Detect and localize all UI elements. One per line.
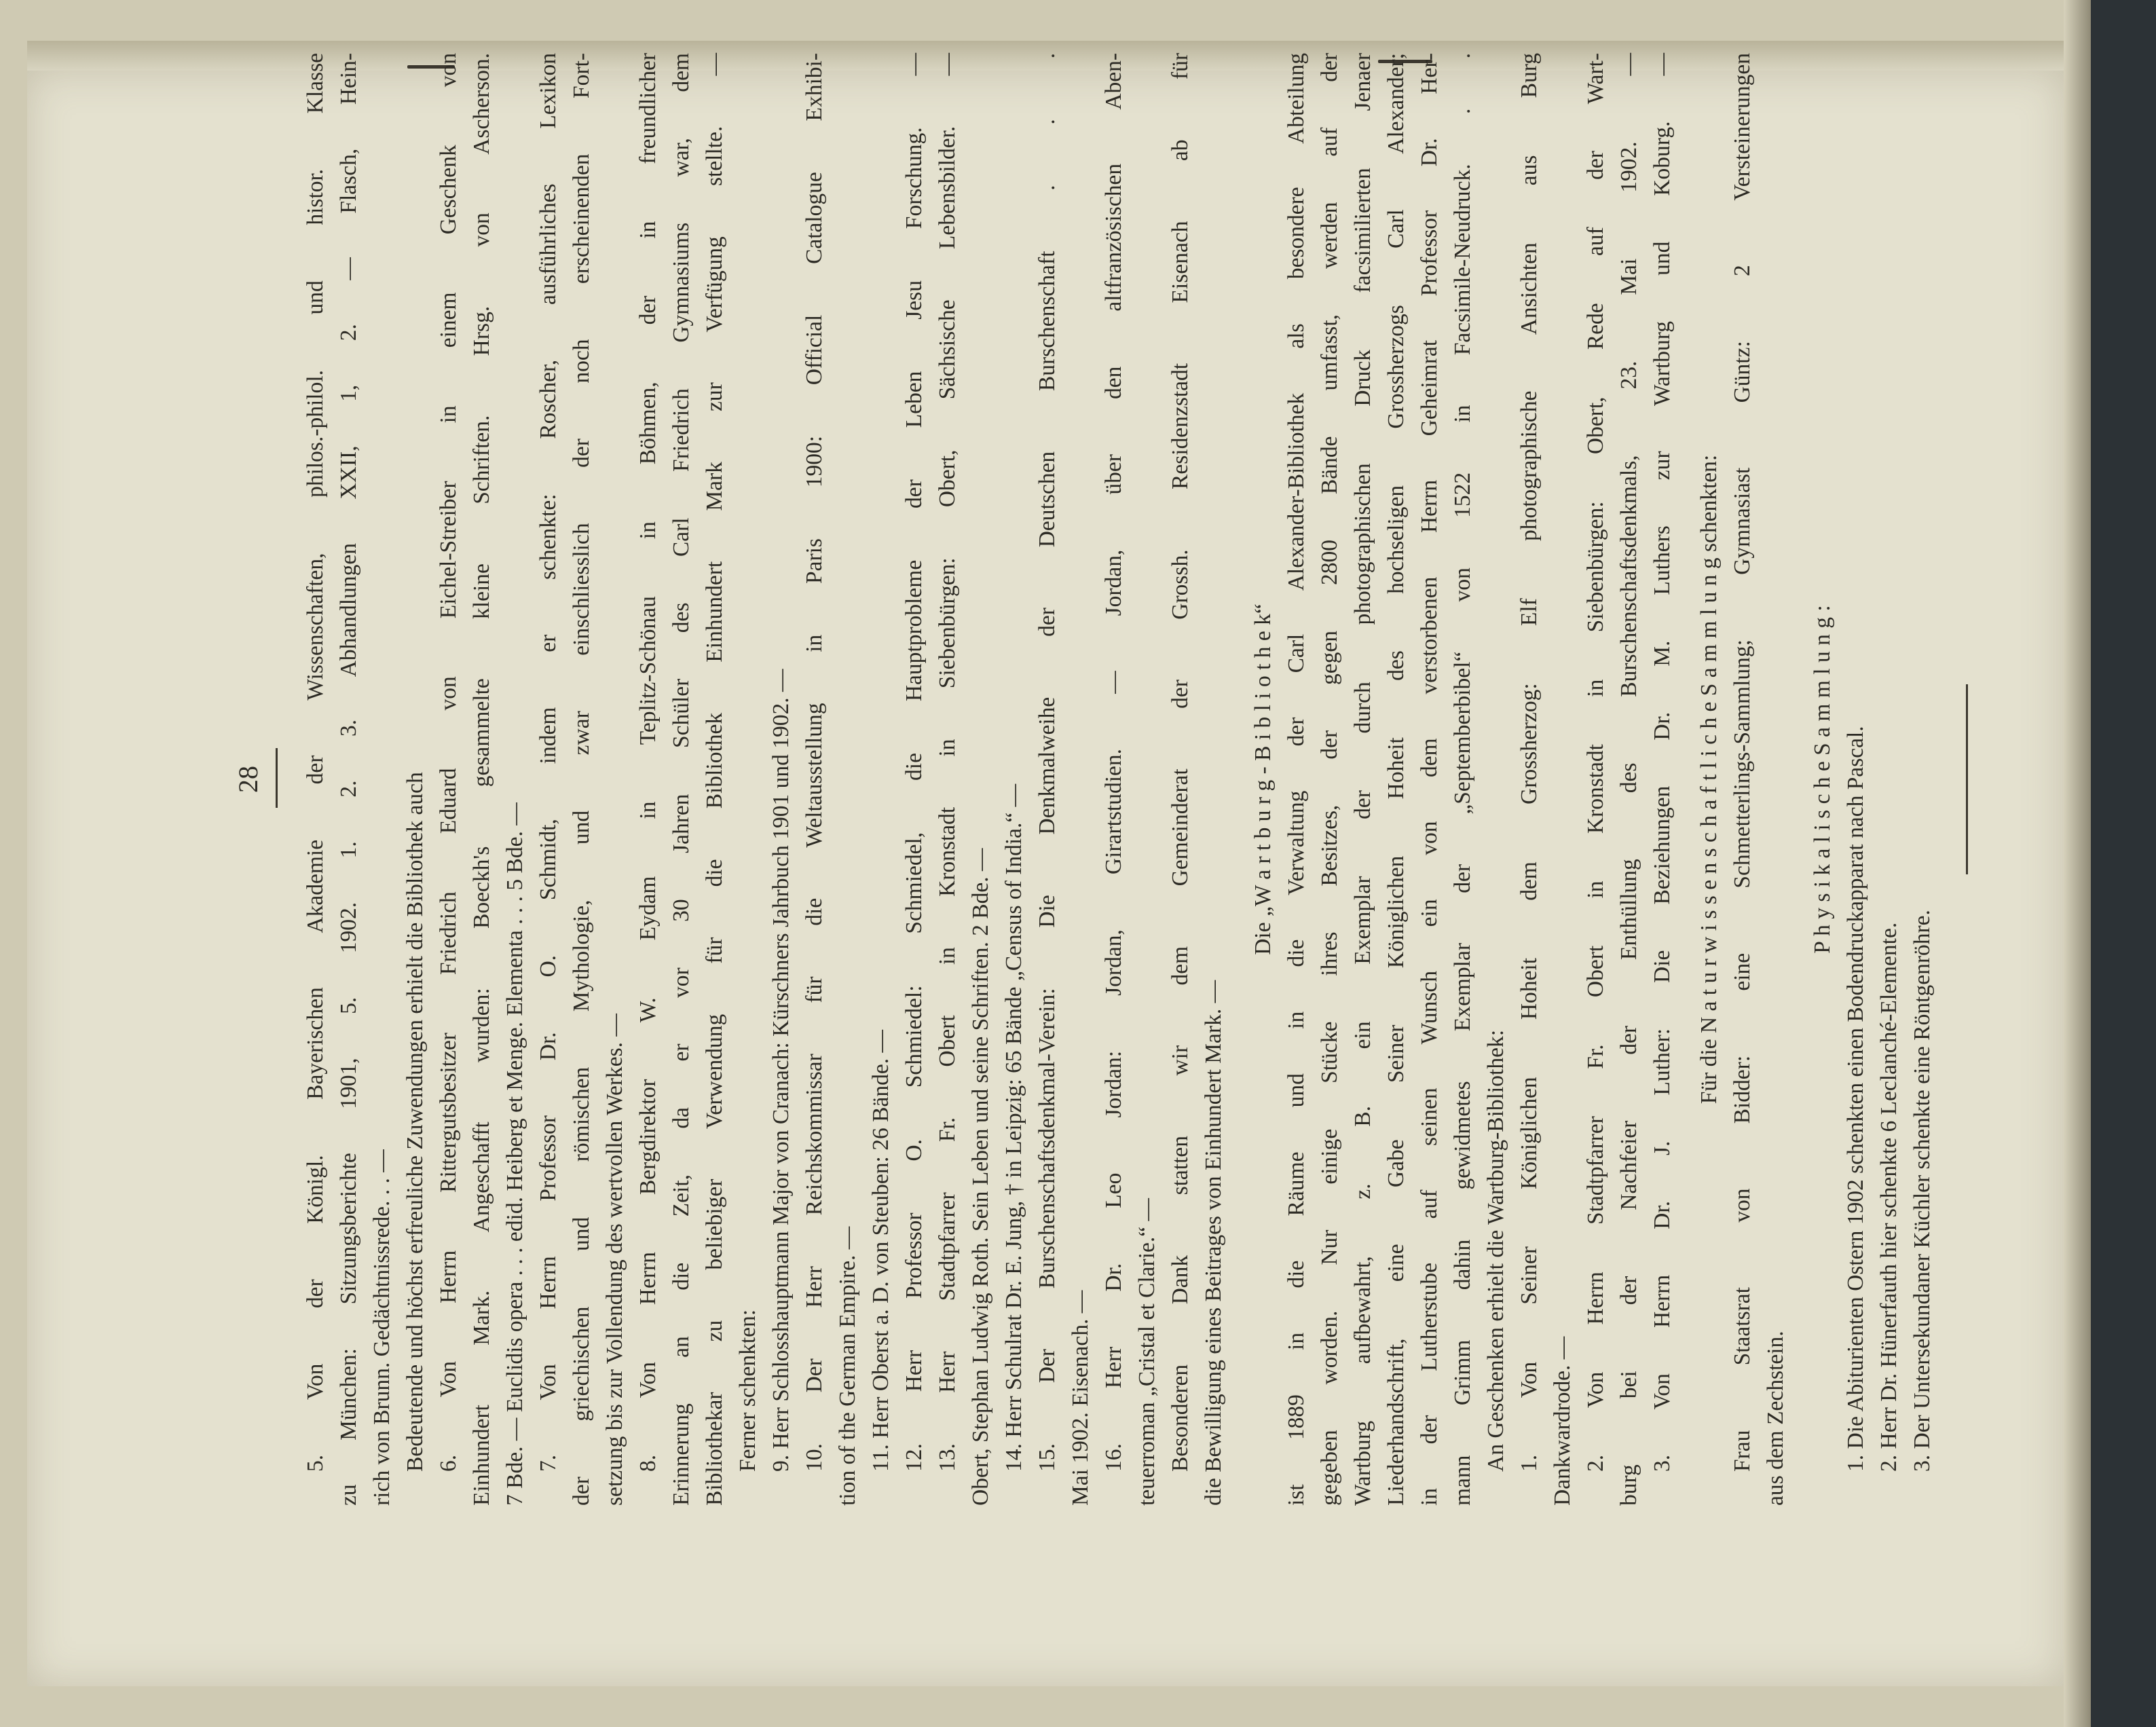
text-line: 2. Von Herrn Stadtpfarrer Fr. Obert in Kronstadt in Siebenbürgen: Obert, Rede auf der Wart- [1583, 53, 1608, 1472]
dark-binding [2091, 0, 2156, 1727]
text-line: ist 1889 in die Räume und in die Verwaltung der Carl Alexander-Bibliothek als besondere Abteilung [1284, 53, 1309, 1506]
text-line: mann Grimm dahin gewidmetes Exemplar der „Septemberbibel“ von 1522 in Facsimile-Neudruck. . . [1450, 53, 1475, 1506]
text-line: 16. Herr Dr. Leo Jordan: Jordan, Girartstudien. — Jordan, über den altfranzösischen Aben- [1101, 53, 1126, 1472]
text-line: tion of the German Empire. — [835, 1226, 860, 1506]
text-line: 1. Die Abiturienten Ostern 1902 schenkten einen Bodendruckapparat nach Pascal. [1843, 726, 1868, 1472]
text-line: 13. Herr Stadtpfarrer Fr. Obert in Kronstadt in Siebenbürgen: Obert, Sächsische Lebensbilder. — [935, 53, 960, 1472]
text-line: burg bei der Nachfeier der Enthüllung des Burschenschaftsdenkmals, 23. Mai 1902. — [1616, 53, 1641, 1506]
text-line: An Geschenken erhielt die Wartburg-Bibliothek: [1483, 1029, 1508, 1472]
text-line: 3. Der Untersekundaner Küchler schenkte eine Röntgenröhre. [1910, 910, 1935, 1472]
text-line: Liederhandschrift, eine Gabe Seiner Königlichen Hoheit des hochseligen Grossherzogs Carl Alexander; [1383, 53, 1409, 1506]
book-spine-edge [2064, 0, 2091, 1727]
text-line: 5. Von der Königl. Bayerischen Akademie der Wissenschaften, philos.-philol. und histor. Klasse [303, 53, 328, 1472]
text-line: aus dem Zechstein. [1763, 1331, 1788, 1506]
text-line: 6. Von Herrn Rittergutsbesitzer Friedrich Eduard von Eichel-Streiber in einem Geschenk von [436, 53, 461, 1472]
text-line: Bedeutende und höchst erfreuliche Zuwendungen erhielt die Bibliothek auch [403, 772, 428, 1472]
text-line: Obert, Stephan Ludwig Roth. Sein Leben und seine Schriften. 2 Bde. — [968, 848, 993, 1506]
text-line: Dankwardrode. — [1550, 1336, 1575, 1506]
text-line: Einhundert Mark. Angeschafft wurden: Boeckh's gesammelte kleine Schriften. Hrsg. von Ascherson. [469, 53, 494, 1506]
text-line: 8. Von Herrn Bergdirektor W. Eydam in Teplitz-Schönau in Böhmen, der in freundlicher [635, 53, 661, 1472]
text-line: 11. Herr Oberst a. D. von Steuben: 26 Bände. — [868, 1030, 893, 1472]
text-line: 3. Von Herrn Dr. J. Luther: Die Beziehungen Dr. M. Luthers zur Wartburg und Koburg. — [1650, 53, 1675, 1472]
text-line: gegeben worden. Nur einige Stücke ihres Besitzes, der gegen 2800 Bände umfasst, werden auf der [1317, 53, 1342, 1506]
text-line: zu München: Sitzungsberichte 1901, 5. 1902. 1. 2. 3. Abhandlungen XXII, 1, 2. — Flasch, Hein- [336, 53, 361, 1506]
text-line: Besonderen Dank statten wir dem Gemeinderat der Grossh. Residenzstadt Eisenach ab für [1168, 53, 1193, 1472]
text-line: 2. Herr Dr. Hünerfauth hier schenkte 6 Leclanché-Elemente. [1876, 922, 1901, 1472]
footer-rule [1966, 684, 1968, 874]
text-line: Erinnerung an die Zeit, da er vor 30 Jahren Schüler des Carl Friedrich Gymnasiums war, dem [669, 53, 694, 1506]
text-line: 15. Der Burschenschaftsdenkmal-Verein: Die Denkmalweihe der Deutschen Burschenschaft . . . [1035, 53, 1060, 1472]
text-line: 7 Bde. — Euclidis opera . . . edid. Heiberg et Menge. Elementa . . . 5 Bde. — [502, 802, 527, 1506]
rotated-page-text [197, 39, 1935, 1519]
text-line: Mai 1902. Eisenach. — [1068, 1290, 1093, 1506]
text-line: Bibliothekar zu beliebiger Verwendung für die Bibliothek Einhundert Mark zur Verfügung stellte. — [702, 53, 727, 1506]
text-body [299, 53, 1939, 1506]
text-line: Wartburg aufbewahrt, z. B. ein Exemplar der durch photographischen Druck facsimilierten Jenaer [1350, 53, 1375, 1506]
text-line: rich von Brunn. Gedächtnissrede. . . — [369, 1149, 394, 1506]
text-line: 7. Von Herrn Professor Dr. O. Schmidt, indem er schenkte: Roscher, ausführliches Lexikon [536, 53, 561, 1472]
text-line: 14. Herr Schulrat Dr. E. Jung, † in Leipzig: 65 Bände „Census of India.“ — [1001, 783, 1026, 1472]
text-line: der griechischen und römischen Mythologie, und zwar einschliesslich der noch erscheinenden Fort- [569, 53, 594, 1506]
section-heading: P h y s i k a l i s c h e S a m m l u n g : [1810, 605, 1835, 954]
section-heading: Die „W a r t b u r g - B i b l i o t h e k“ [1250, 603, 1276, 955]
text-line: Ferner schenkten: [735, 1309, 760, 1472]
section-heading: Für die N a t u r w i s s e n s c h a f t l i c h e S a m m l u n g schenkten: [1696, 454, 1722, 1104]
text-line: 9. Herr Schlosshauptmann Major von Cranach: Kürschners Jahrbuch 1901 und 1902. — [768, 669, 794, 1472]
text-line: die Bewilligung eines Beitrages von Einhundert Mark. — [1201, 980, 1226, 1506]
text-line: 10. Der Herr Reichskommissar für die Weltausstellung in Paris 1900: Official Catalogue Exhibi- [802, 53, 827, 1472]
text-line: in der Lutherstube auf seinen Wunsch ein von dem verstorbenen Herrn Geheimrat Professor Dr. Her- [1417, 53, 1442, 1506]
text-line: Frau Staatsrat von Bidder: eine Schmetterlings-Sammlung; Gymnasiast Güntz: 2 Versteinerungen [1730, 53, 1755, 1472]
text-line: teuerroman „Cristal et Clarie.“ — [1134, 1197, 1159, 1506]
header-rule [276, 748, 278, 808]
page-number: 28 [233, 766, 263, 793]
text-line: 12. Herr Professor O. Schmiedel: Schmiedel, die Hauptprobleme der Leben Jesu Forschung. — [902, 53, 927, 1472]
text-line: 1. Von Seiner Königlichen Hoheit dem Grossherzog: Elf photographische Ansichten aus Burg [1517, 53, 1542, 1472]
text-line: setzung bis zur Vollendung des wertvollen Werkes. — [602, 1014, 627, 1506]
